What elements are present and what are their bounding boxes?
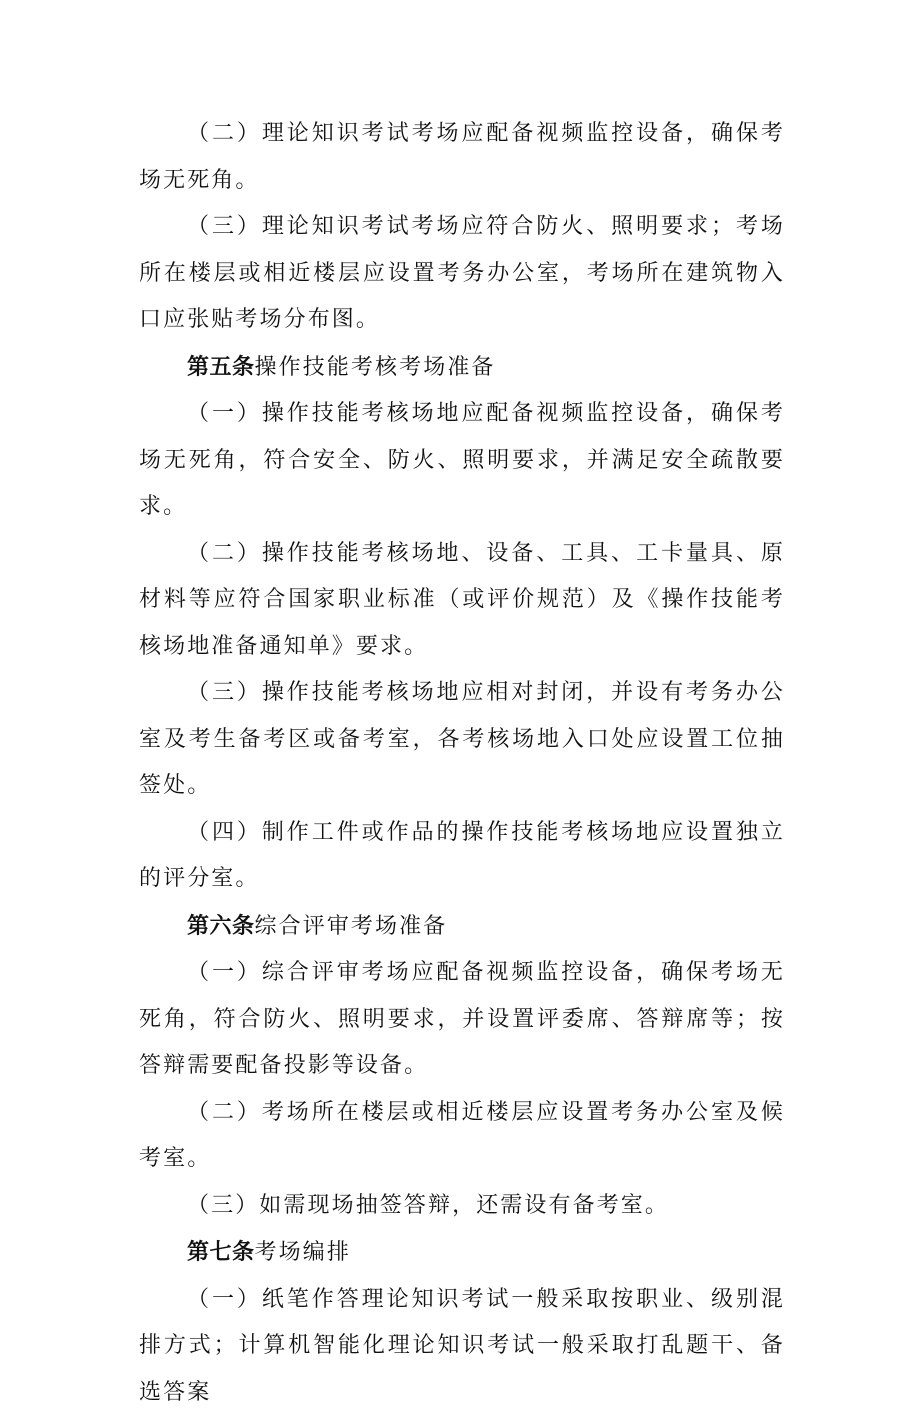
paragraph: （一）综合评审考场应配备视频监控设备，确保考场无死角，符合防火、照明要求，并设置评委席、答辩席等；按答辩需要配备投影等设备。 <box>139 950 785 1090</box>
article-title: 操作技能考核考场准备 <box>255 355 496 380</box>
document-page <box>139 111 785 1416</box>
paragraph: （一）操作技能考核场地应配备视频监控设备，确保考场无死角，符合安全、防火、照明要求，并满足安全疏散要求。 <box>139 391 785 531</box>
article-number: 第六条 <box>187 913 255 939</box>
paragraph: （三）如需现场抽签答辩，还需设有备考室。 <box>139 1183 785 1230</box>
paragraph: （二）理论知识考试考场应配备视频监控设备，确保考场无死角。 <box>139 111 785 204</box>
article-number: 第五条 <box>187 354 255 380</box>
paragraph: （三）理论知识考试考场应符合防火、照明要求；考场所在楼层或相近楼层应设置考务办公室，考场所在建筑物入口应张贴考场分布图。 <box>139 204 785 344</box>
article-title: 考场编排 <box>255 1240 351 1265</box>
article-number: 第七条 <box>187 1239 255 1265</box>
paragraph: （三）操作技能考核场地应相对封闭，并设有考务办公室及考生备考区或备考室，各考核场地入口处应设置工位抽签处。 <box>139 670 785 810</box>
article-heading <box>139 1229 785 1277</box>
article-heading <box>139 903 785 951</box>
article-title: 综合评审考场准备 <box>255 914 448 939</box>
paragraph: （四）制作工件或作品的操作技能考核场地应设置独立的评分室。 <box>139 810 785 903</box>
paragraph: （二）操作技能考核场地、设备、工具、工卡量具、原材料等应符合国家职业标准（或评价规范）及《操作技能考核场地准备通知单》要求。 <box>139 531 785 671</box>
article-heading <box>139 344 785 392</box>
paragraph: （一）纸笔作答理论知识考试一般采取按职业、级别混排方式；计算机智能化理论知识考试一般采取打乱题干、备选答案 <box>139 1277 785 1416</box>
paragraph: （二）考场所在楼层或相近楼层应设置考务办公室及候考室。 <box>139 1090 785 1183</box>
